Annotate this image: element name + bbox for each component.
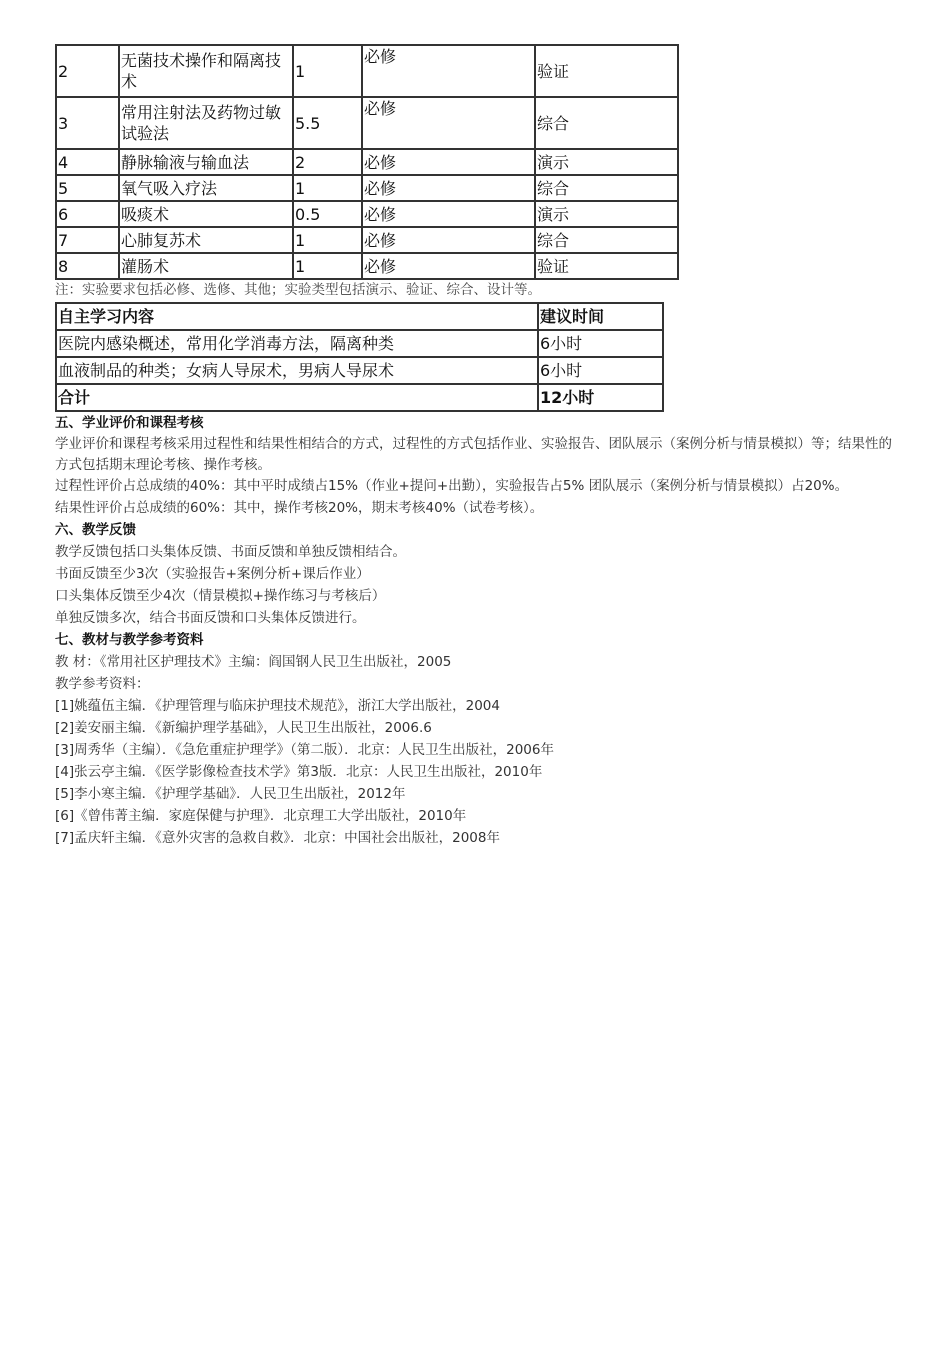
self-study-time: 6小时 [538,330,663,357]
exp-name: 无菌技术操作和隔离技术 [119,45,293,97]
reference-item: [2]姜安丽主编．《新编护理学基础》，人民卫生出版社，2006.6 [55,720,432,736]
exp-no: 4 [56,149,119,175]
table-row [56,330,663,357]
exp-type: 验证 [535,253,678,279]
self-study-table [55,302,664,412]
exp-req: 必修 [362,149,535,175]
reference-item: [5]李小寒主编．《护理学基础》．人民卫生出版社，2012年 [55,786,406,802]
section-references [55,629,905,849]
exp-type: 演示 [535,149,678,175]
exp-name: 吸痰术 [119,201,293,227]
table-note: 注：实验要求包括必修、选修、其他；实验类型包括演示、验证、综合、设计等。 [55,282,541,298]
self-study-header-time: 建议时间 [538,303,663,330]
exp-name: 常用注射法及药物过敏试验法 [119,97,293,149]
exp-hours: 1 [293,253,362,279]
section-heading: 六、教学反馈 [55,522,136,538]
exp-type: 综合 [535,227,678,253]
exp-hours: 0.5 [293,201,362,227]
table-row [56,201,678,227]
self-study-header-content: 自主学习内容 [56,303,538,330]
self-study-total-time: 12小时 [538,384,663,411]
section-feedback [55,519,905,629]
exp-name: 氧气吸入疗法 [119,175,293,201]
paragraph: 过程性评价占总成绩的40%：其中平时成绩占15%（作业+提问+出勤），实验报告占5% 团队展示（案例分析与情景模拟）占20%。 [55,478,849,494]
exp-req: 必修 [362,201,535,227]
self-study-time: 6小时 [538,357,663,384]
exp-req: 必修 [362,253,535,279]
exp-no: 7 [56,227,119,253]
exp-name: 心肺复苏术 [119,227,293,253]
section-heading: 五、学业评价和课程考核 [55,415,204,431]
exp-hours: 1 [293,227,362,253]
references-label: 教学参考资料： [55,676,150,692]
table-row [56,149,678,175]
paragraph: 教学反馈包括口头集体反馈、书面反馈和单独反馈相结合。 [55,544,406,560]
exp-name: 灌肠术 [119,253,293,279]
table-header-row [56,303,663,330]
experiment-table [55,44,679,280]
exp-type: 综合 [535,97,678,149]
table-row [56,253,678,279]
exp-req: 必修 [362,227,535,253]
exp-req: 必修 [362,97,535,149]
paragraph: 书面反馈至少3次（实验报告+案例分析+课后作业） [55,566,370,582]
exp-no: 8 [56,253,119,279]
section-heading: 七、教材与教学参考资料 [55,632,204,648]
exp-no: 6 [56,201,119,227]
table-row [56,227,678,253]
self-study-content: 血液制品的种类；女病人导尿术，男病人导尿术 [56,357,538,384]
table-row [56,175,678,201]
reference-item: [6]《曾伟菁主编．家庭保健与护理》．北京理工大学出版社，2010年 [55,808,467,824]
exp-req: 必修 [362,45,535,97]
exp-hours: 5.5 [293,97,362,149]
reference-item: [3]周秀华（主编）．《急危重症护理学》（第二版）．北京：人民卫生出版社，2006年 [55,742,554,758]
exp-hours: 1 [293,45,362,97]
table-row [56,97,678,149]
self-study-total-label: 合计 [56,384,538,411]
reference-item: [1]姚蕴伍主编．《护理管理与临床护理技术规范》，浙江大学出版社，2004 [55,698,500,714]
paragraph: 结果性评价占总成绩的60%：其中，操作考核20%，期末考核40%（试卷考核）。 [55,500,544,516]
exp-hours: 2 [293,149,362,175]
textbook-line: 教 材：《常用社区护理技术》主编：阎国钢人民卫生出版社，2005 [55,654,452,670]
exp-type: 演示 [535,201,678,227]
document-page [55,44,905,849]
section-assessment [55,412,905,519]
paragraph: 单独反馈多次，结合书面反馈和口头集体反馈进行。 [55,610,366,626]
self-study-content: 医院内感染概述，常用化学消毒方法，隔离种类 [56,330,538,357]
paragraph: 口头集体反馈至少4次（情景模拟+操作练习与考核后） [55,588,386,604]
paragraph: 学业评价和课程考核采用过程性和结果性相结合的方式，过程性的方式包括作业、实验报告、团队展示（案例分析与情景模拟）等；结果性的方式包括期末理论考核、操作考核。 [55,436,892,473]
exp-type: 综合 [535,175,678,201]
reference-item: [7]孟庆轩主编．《意外灾害的急救自救》．北京：中国社会出版社，2008年 [55,830,500,846]
exp-req: 必修 [362,175,535,201]
table-total-row [56,384,663,411]
exp-no: 3 [56,97,119,149]
exp-no: 5 [56,175,119,201]
exp-name: 静脉输液与输血法 [119,149,293,175]
exp-type: 验证 [535,45,678,97]
table-row [56,357,663,384]
exp-no: 2 [56,45,119,97]
exp-hours: 1 [293,175,362,201]
table-row [56,45,678,97]
reference-item: [4]张云亭主编．《医学影像检查技术学》第3版．北京：人民卫生出版社，2010年 [55,764,543,780]
